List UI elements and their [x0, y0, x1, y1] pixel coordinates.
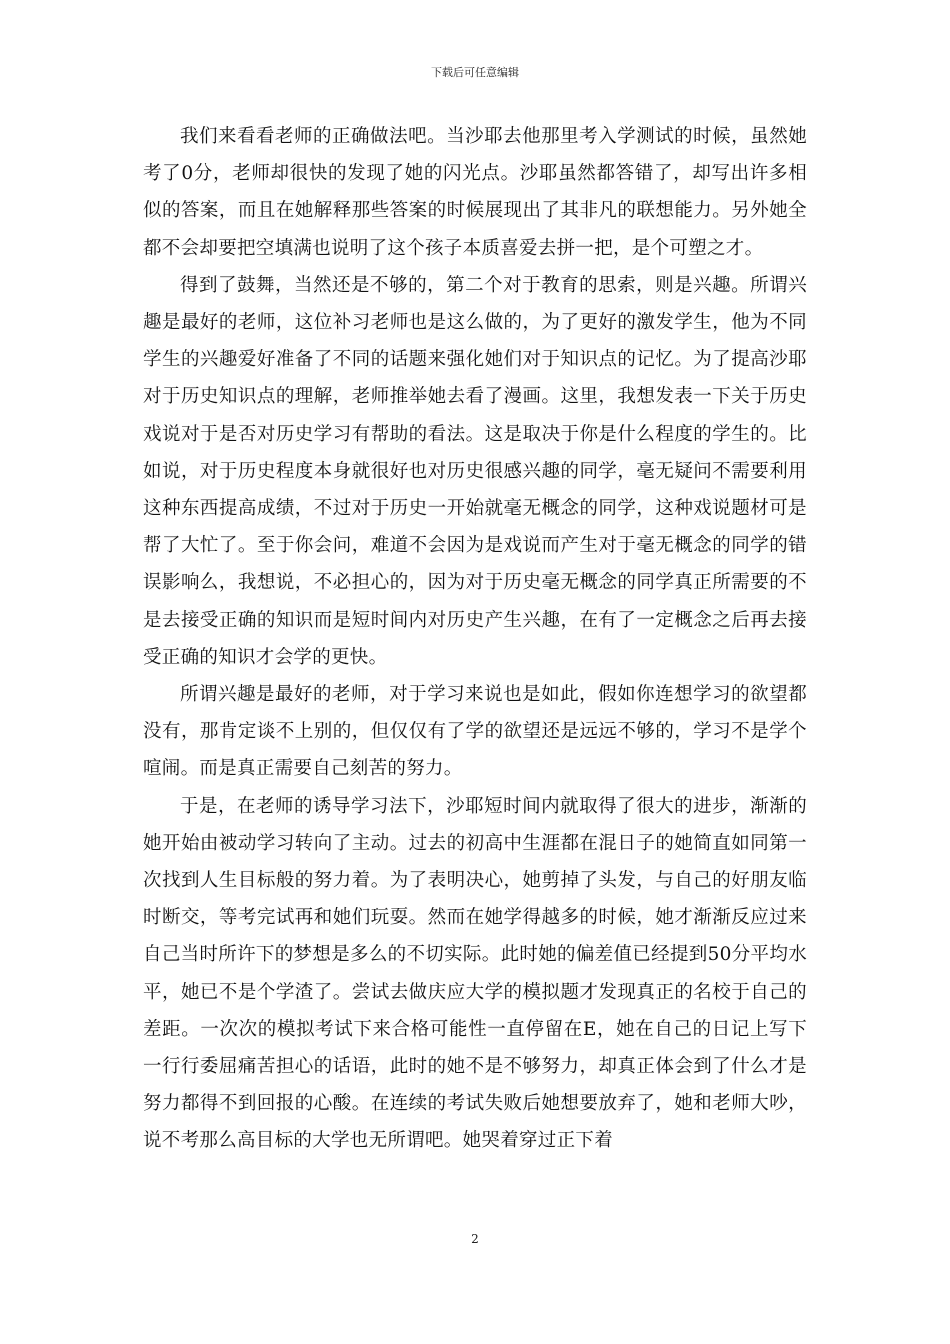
paragraph-4: 于是，在老师的诱导学习法下，沙耶短时间内就取得了很大的进步，渐渐的她开始由被动学习转向了主动。过去的初高中生涯都在混日子的她简直如同第一次找到人生目标般的努力着。为了表明决心，她剪掉了头发，与自己的好朋友临时断交，等考完试再和她们玩耍。然而在她学得越多的时候，她才渐渐反应过来自己当时所许下的梦想是多么的不切实际。此时她的偏差值已经提到50分平均水平，她已不是个学渣了。尝试去做庆应大学的模拟题才发现真正的名校于自己的差距。一次次的模拟考试下来合格可能性一直停留在E，她在自己的日记上写下一行行委屈痛苦担心的话语，此时的她不是不够努力，却真正体会到了什么才是努力都得不到回报的心酸。在连续的考试失败后她想要放弃了，她和老师大吵，说不考那么高目标的大学也无所谓吧。她哭着穿过正下着 — [143, 795, 807, 1152]
paragraph-3: 所谓兴趣是最好的老师，对于学习来说也是如此，假如你连想学习的欲望都没有，那肯定谈不上别的，但仅仅有了学的欲望还是远远不够的，学习不是学个喧闹。而是真正需要自己刻苦的努力。 — [143, 684, 807, 780]
page-header: 下载后可任意编辑 — [431, 66, 519, 79]
document-body — [143, 118, 807, 1160]
page-number: 2 — [471, 1232, 479, 1246]
paragraph-1: 我们来看看老师的正确做法吧。当沙耶去他那里考入学测试的时候，虽然她考了0分，老师却很快的发现了她的闪光点。沙耶虽然都答错了，却写出许多相似的答案，而且在她解释那些答案的时候展现出了其非凡的联想能力。另外她全都不会却要把空填满也说明了这个孩子本质喜爱去拼一把，是个可塑之才。 — [143, 126, 807, 259]
paragraph-2: 得到了鼓舞，当然还是不够的，第二个对于教育的思索，则是兴趣。所谓兴趣是最好的老师，这位补习老师也是这么做的，为了更好的激发学生，他为不同学生的兴趣爱好准备了不同的话题来强化她们对于知识点的记忆。为了提高沙耶对于历史知识点的理解，老师推举她去看了漫画。这里，我想发表一下关于历史戏说对于是否对历史学习有帮助的看法。这是取决于你是什么程度的学生的。比如说，对于历史程度本身就很好也对历史很感兴趣的同学，毫无疑问不需要利用这种东西提高成绩，不过对于历史一开始就毫无概念的同学，这种戏说题材可是帮了大忙了。至于你会问，难道不会因为是戏说而产生对于毫无概念的同学的错误影响么，我想说，不必担心的，因为对于历史毫无概念的同学真正所需要的不是去接受正确的知识而是短时间内对历史产生兴趣，在有了一定概念之后再去接受正确的知识才会学的更快。 — [143, 274, 807, 668]
